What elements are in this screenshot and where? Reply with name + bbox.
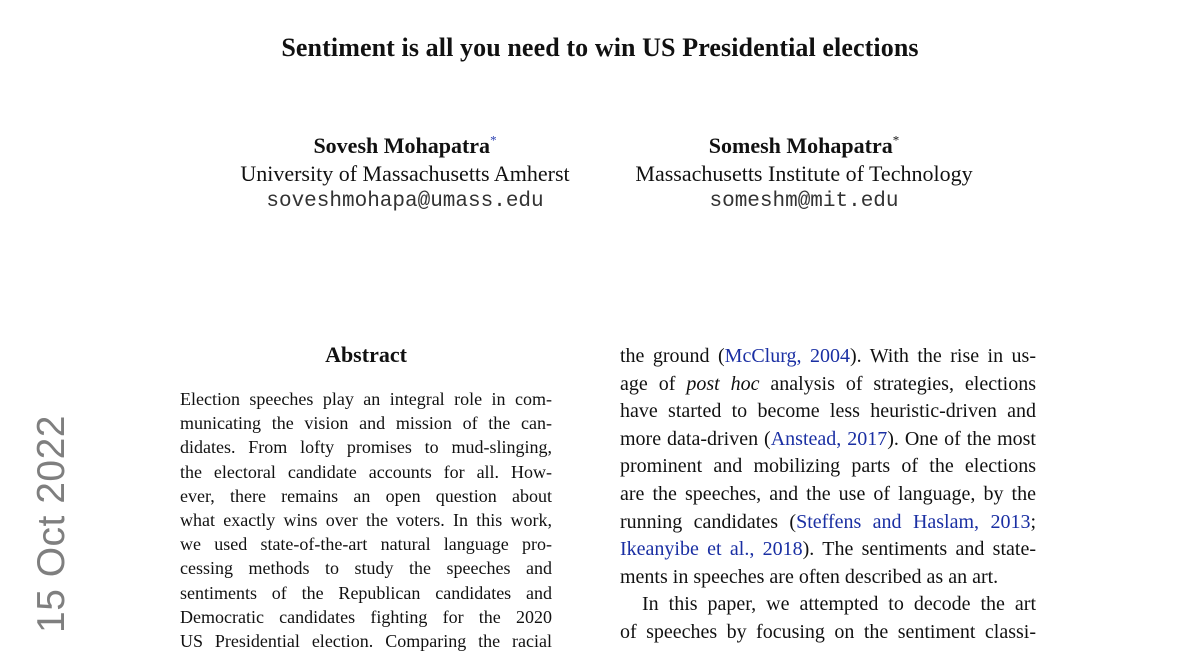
body-line: ments in speeches are often described as an art. [620, 565, 999, 588]
author-block-1 [222, 132, 588, 216]
body-line: have started to become less heuristic-driven and [620, 400, 1036, 423]
abstract-line: ever, there remains an open question about [180, 485, 552, 506]
body-line: In this paper, we attempted to decode the art [642, 593, 1036, 616]
body-line: of speeches by focusing on the sentiment classi- [620, 620, 1036, 643]
author-block-2 [617, 132, 991, 216]
author-affiliation: University of Massachusetts Amherst [240, 161, 570, 186]
abstract-line: cessing methods to study the speeches and [180, 558, 552, 579]
abstract-line: sentiments of the Republican candidates and [180, 582, 552, 603]
abstract-line: Democratic candidates fighting for the 2020 [180, 606, 552, 627]
author-name: Sovesh Mohapatra [313, 133, 491, 158]
citation-link[interactable]: Anstead, 2017 [770, 427, 888, 450]
body-line: Ikeanyibe et al., 2018). The sentiments and state- [620, 538, 1036, 561]
paper-title: Sentiment is all you need to win US Presidential elections [281, 33, 919, 62]
body-line: the ground (McClurg, 2004). With the rise in us- [620, 345, 1036, 367]
emphasis: post hoc [686, 372, 760, 395]
author-name: Somesh Mohapatra [708, 133, 893, 158]
abstract-line: the electoral candidate accounts for all. How- [180, 461, 552, 482]
abstract-line: municating the vision and mission of the can- [180, 413, 552, 434]
abstract-line: we used state-of-the-art natural language pro- [180, 534, 552, 555]
arxiv-date-stamp: 15 Oct 2022 [30, 415, 73, 633]
body-line: running candidates (Steffens and Haslam, 2013; [620, 510, 1037, 533]
author-email[interactable]: soveshmohapa@umass.edu [266, 190, 544, 213]
abstract-line: US Presidential election. Comparing the racial [180, 631, 552, 652]
body-line: are the speeches, and the use of language, by the [620, 482, 1036, 505]
abstract-heading: Abstract [325, 342, 407, 367]
abstract-line: didates. From lofty promises to mud-slinging, [180, 437, 552, 458]
equal-contribution-mark: * [892, 132, 900, 148]
body-line: prominent and mobilizing parts of the elections [620, 455, 1036, 478]
author-affiliation: Massachusetts Institute of Technology [635, 161, 973, 186]
abstract-line: what exactly wins over the voters. In this work, [180, 510, 552, 531]
body-line: age of post hoc analysis of strategies, elections [620, 372, 1036, 395]
abstract-line: Election speeches play an integral role in com- [180, 389, 552, 409]
citation-link[interactable]: Steffens and Haslam, 2013 [796, 510, 1031, 533]
body-line: more data-driven (Anstead, 2017). One of the most [620, 427, 1036, 450]
equal-contribution-mark[interactable]: * [490, 132, 497, 148]
introduction-text [620, 343, 1036, 647]
author-email[interactable]: someshm@mit.edu [709, 190, 899, 213]
citation-link[interactable]: Ikeanyibe et al., 2018 [620, 538, 803, 561]
citation-link[interactable]: McClurg, 2004 [724, 345, 850, 367]
abstract-body [180, 387, 552, 653]
